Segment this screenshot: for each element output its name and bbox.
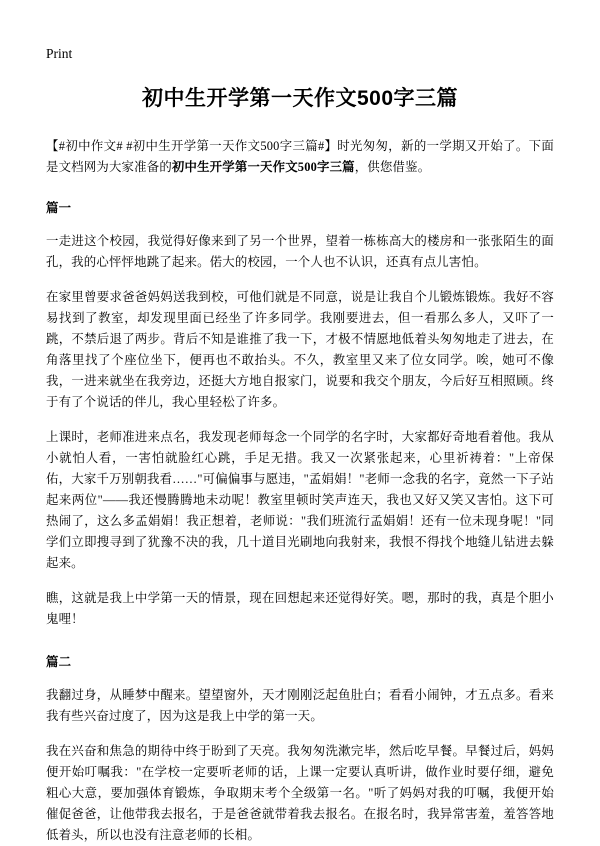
- page-title: 初中生开学第一天作文500字三篇: [141, 87, 459, 110]
- paragraph: 我在兴奋和焦急的期待中终于盼到了天亮。我匆匆洗漱完毕，然后吃早餐。早餐过后，妈妈便开始叮嘱我："在学校一定要听老师的话，上课一定要认真听讲，做作业时要仔细，避免粗心大意，要加强体育锻炼，争取期末考个全级第一名。"听了妈妈对我的叮嘱，我便开始催促爸爸，让他带我去报名，于是爸爸就带着我去报名。在报名时，我异常害羞，羞答答地低着头，所以也没有注意老师的长相。: [46, 744, 554, 842]
- lead-bold: 初中生开学第一天作文500字三篇: [171, 160, 355, 174]
- paragraph: 我翻过身，从睡梦中醒来。望望窗外，天才刚刚泛起鱼肚白；看看小闹钟，才五点多。看来我有些兴奋过度了，因为这是我上中学的第一天。: [46, 688, 554, 723]
- paragraph: 瞧，这就是我上中学第一天的情景，现在回想起来还觉得好笑。嗯，那时的我，真是个胆小鬼哩！: [46, 591, 554, 626]
- print-button[interactable]: Print: [46, 46, 73, 61]
- paragraph: 上课时，老师准进来点名，我发现老师每念一个同学的名字时，大家都好奇地看着他。我从小就怕人看，一害怕就脸红心跳，手足无措。我又一次紧张起来，心里祈祷着："上帝保佑，大家千万别朝我看……"可偏偏事与愿违，"孟娟娟！"老师一念我的名字，竟然一下子站起来两位"——我还慢腾腾地未动呢！教室里顿时笑声连天，我也又好又笑又害怕。这下可热闹了，这么多孟娟娟！我正想着，老师说："我们班流行孟娟娟！还有一位未现身呢！"同学们立即搜寻到了犹豫不决的我，几十道目光刷地向我射来，我恨不得找个地缝儿钻进去躲起来。: [46, 430, 554, 570]
- lead-suffix: ，供您借鉴。: [354, 160, 431, 174]
- paragraph: 一走进这个校园，我觉得好像来到了另一个世界，望着一栋栋高大的楼房和一张张陌生的面孔，我的心怦怦地跳了起来。偌大的校园，一个人也不认识，还真有点儿害怕。: [46, 234, 554, 269]
- lead-paragraph: [46, 136, 554, 178]
- paragraph: 在家里曾要求爸爸妈妈送我到校，可他们就是不同意，说是让我自个儿锻炼锻炼。我好不容易找到了教室，却发现里面已经坐了许多同学。我刚要进去，但一看那么多人，又吓了一跳，不禁后退了两步。背后不知是谁推了我一下，才极不情愿地低着头匆匆地走了进去，在角落里找了个座位坐下，便再也不敢抬头。不久，教室里又来了位女同学。唉，她可不像我，一进来就坐在我旁边，还挺大方地自报家门，说要和我交个朋友，今后好互相照顾。终于有了个说话的伴儿，我心里轻松了许多。: [46, 290, 554, 409]
- lead-prefix: 【#初中作文# #初中生开学第一天作文500字三篇#】: [46, 139, 338, 153]
- section-heading-1: 篇一: [46, 201, 72, 215]
- lead-middle: 时光匆匆，新的一学期又开始了。下面是文档网为大家准备的: [46, 139, 554, 174]
- section-heading-2: 篇二: [46, 655, 72, 669]
